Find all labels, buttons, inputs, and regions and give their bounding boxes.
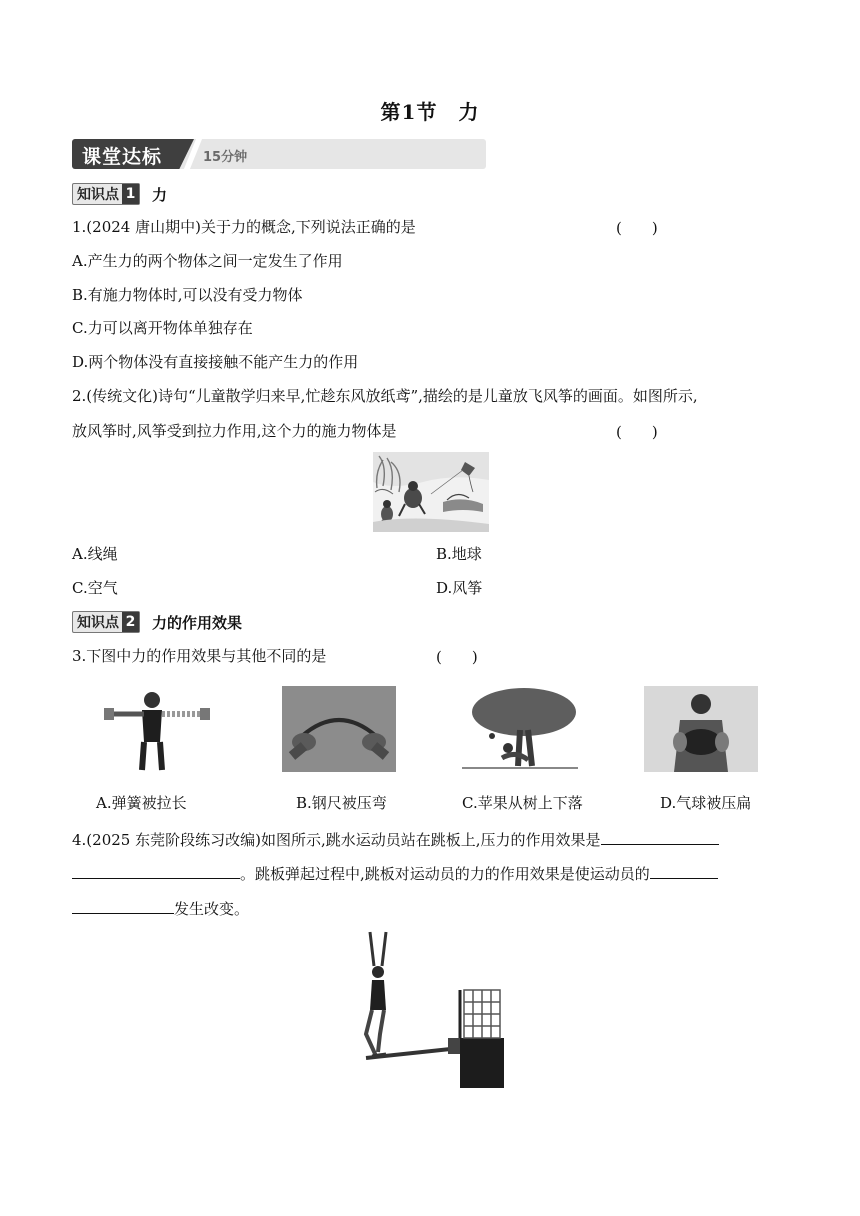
q2-option-c: C.空气 [72,579,118,597]
knowledge-point-1 [72,183,167,205]
banner-time: 15分钟 [203,150,248,165]
q2-answer-paren: ( ) [616,423,658,441]
banner-label: 课堂达标 [82,146,163,168]
q4-text-part1: 4.(2025 东莞阶段练习改编)如图所示,跳水运动员站在跳板上,压力的作用效果是 [72,831,601,849]
q4-line2 [72,862,718,884]
kite-flying-illustration [373,452,489,532]
q3-caption-b: B.钢尺被压弯 [296,794,387,812]
page-title: 第1节 力 [380,100,480,124]
q2-stem-line1: 2.(传统文化)诗句“儿童散学归来早,忙趁东风放纸鸢”,描绘的是儿童放飞风筝的画面。如图所示, [72,387,698,405]
q1-option-d: D.两个物体没有直接接触不能产生力的作用 [72,353,359,371]
q4-blank-2b[interactable] [72,897,174,914]
q2-option-b: B.地球 [436,545,482,563]
q4-line3 [72,897,249,919]
kp-name: 力的作用效果 [152,613,243,632]
apple-falling-illustration [462,686,578,772]
q1-option-c: C.力可以离开物体单独存在 [72,319,253,337]
q3-caption-a: A.弹簧被拉长 [96,794,187,812]
q4-text-part2: 。跳板弹起过程中,跳板对运动员的力的作用效果是使运动员的 [240,865,650,883]
q2-stem-line2: 放风筝时,风筝受到拉力作用,这个力的施力物体是 [72,422,397,440]
q3-answer-paren: ( ) [436,648,478,666]
knowledge-point-2 [72,611,242,633]
kp-number: 2 [122,612,139,632]
q4-blank-1b[interactable] [72,862,240,879]
q4-line1 [72,828,719,850]
kp-name: 力 [152,185,168,204]
q1-stem: 1.(2024 唐山期中)关于力的概念,下列说法正确的是 [72,218,416,236]
q4-blank-2a[interactable] [650,862,718,879]
ruler-bend-photo [282,686,396,772]
balloon-squeeze-photo [644,686,758,772]
q2-option-d: D.风筝 [436,579,483,597]
kp-label: 知识点 [77,187,119,203]
spring-stretch-photo [100,686,214,772]
kp-number: 1 [122,184,139,204]
q1-option-a: A.产生力的两个物体之间一定发生了作用 [72,252,343,270]
q3-caption-d: D.气球被压扁 [660,794,752,812]
q3-stem: 3.下图中力的作用效果与其他不同的是 [72,647,327,665]
q2-option-a: A.线绳 [72,545,118,563]
q1-answer-paren: ( ) [616,219,658,237]
q3-caption-c: C.苹果从树上下落 [462,794,583,812]
kp-label: 知识点 [77,615,119,631]
q1-option-b: B.有施力物体时,可以没有受力物体 [72,286,303,304]
section-banner [72,139,486,169]
q4-blank-1a[interactable] [601,828,719,845]
diver-on-springboard-illustration [352,930,508,1090]
q4-text-part3: 发生改变。 [174,900,250,918]
